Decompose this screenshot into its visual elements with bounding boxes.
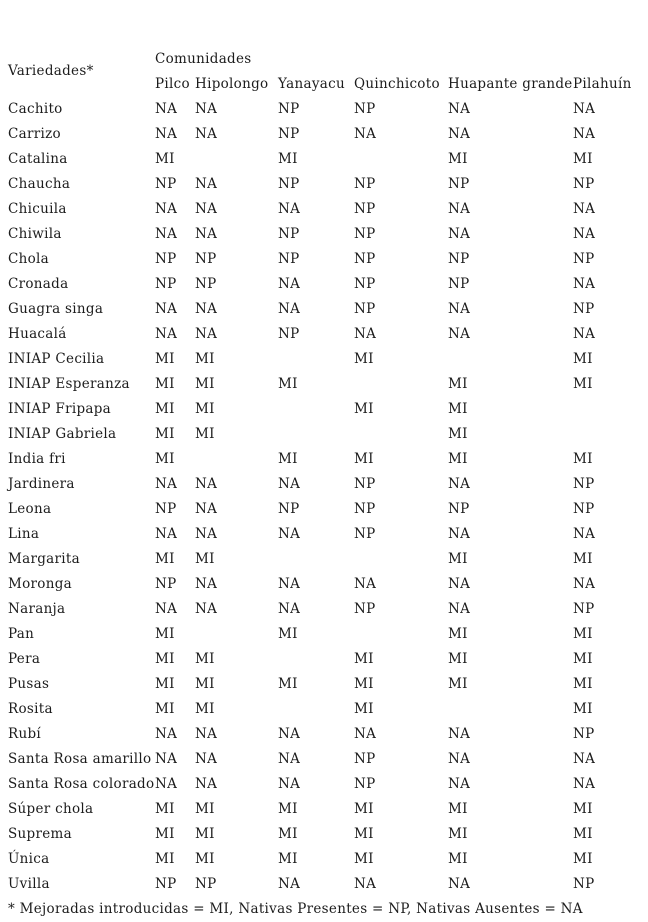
status-cell: MI [155,400,175,417]
table-row [8,796,644,821]
table-row [8,771,644,796]
variety-name: Rosita [8,700,53,717]
status-cell: NA [448,575,471,592]
status-cell: NP [155,575,177,592]
status-cell: MI [278,150,298,167]
status-cell: NA [195,175,218,192]
status-cell: NP [354,200,376,217]
variety-name: INIAP Fripapa [8,400,112,417]
status-cell: NA [155,750,178,767]
status-cell: NA [195,325,218,342]
status-cell: MI [195,650,215,667]
variety-name: Chola [8,250,50,267]
status-cell: NA [354,575,377,592]
status-cell [278,346,354,371]
status-cell: NP [573,600,595,617]
status-cell: MI [155,375,175,392]
status-cell: NP [278,325,300,342]
variety-name: INIAP Cecilia [8,350,105,367]
status-cell: MI [155,800,175,817]
status-cell: NP [155,275,177,292]
status-cell: NA [448,300,471,317]
status-cell: MI [573,675,593,692]
table-row [8,346,644,371]
status-cell: MI [354,350,374,367]
status-cell: NP [354,775,376,792]
table-row [8,521,644,546]
table-row [8,421,644,446]
table-row [8,821,644,846]
variety-name: Chicuila [8,200,67,217]
status-cell: NA [155,200,178,217]
communities-group-header: Comunidades [155,50,252,67]
variety-name: Santa Rosa colorado [8,775,155,792]
status-cell: MI [448,650,468,667]
status-cell: NA [155,775,178,792]
status-cell: NA [195,775,218,792]
table-row [8,396,644,421]
status-cell [354,621,448,646]
status-cell: MI [573,700,593,717]
status-cell: NA [195,600,218,617]
status-cell: NA [278,750,301,767]
varieties-table [8,46,644,896]
status-cell: NA [278,575,301,592]
status-cell: NP [448,250,470,267]
status-cell: MI [195,425,215,442]
status-cell: NA [448,325,471,342]
variety-name: Pusas [8,675,50,692]
status-cell: NA [155,725,178,742]
column-header-huapante-grande: Huapante grande [448,75,573,92]
status-cell: NP [195,875,217,892]
status-cell: MI [573,550,593,567]
status-cell: NP [354,475,376,492]
status-cell: MI [195,675,215,692]
status-cell: MI [278,375,298,392]
status-cell: NA [278,300,301,317]
table-row [8,196,644,221]
table-row [8,96,644,121]
status-cell: NA [573,525,596,542]
variety-name: Carrizo [8,125,61,142]
column-header-yanayacu: Yanayacu [278,75,345,92]
variety-name: Súper chola [8,800,94,817]
status-cell: NA [573,275,596,292]
status-cell: NP [573,475,595,492]
status-cell [195,146,278,171]
status-cell: NP [155,875,177,892]
status-cell: MI [155,625,175,642]
status-cell: NA [448,475,471,492]
status-cell: NA [448,125,471,142]
status-cell: NP [354,300,376,317]
status-cell: NP [278,250,300,267]
status-cell: MI [155,550,175,567]
status-cell: MI [448,800,468,817]
status-cell: NP [354,225,376,242]
status-cell: MI [354,850,374,867]
status-cell: NA [278,600,301,617]
status-cell: MI [195,800,215,817]
status-cell [278,421,354,446]
table-row [8,721,644,746]
status-cell: NA [278,775,301,792]
status-cell: NA [195,200,218,217]
table-row [8,221,644,246]
variety-name: Pera [8,650,41,667]
variety-name: Cachito [8,100,63,117]
table-row [8,546,644,571]
status-cell: MI [448,150,468,167]
variety-name: Naranja [8,600,66,617]
status-cell: NA [195,725,218,742]
table-row [8,146,644,171]
status-cell: NA [195,750,218,767]
status-cell: NA [155,225,178,242]
status-cell: MI [573,625,593,642]
status-cell: NP [573,500,595,517]
status-cell: MI [448,400,468,417]
status-cell: MI [155,850,175,867]
status-cell: NP [354,525,376,542]
status-cell: NP [354,750,376,767]
table-row [8,871,644,896]
table-row [8,571,644,596]
table-row [8,321,644,346]
variety-name: INIAP Gabriela [8,425,117,442]
column-header-pilahuin: Pilahuín [573,75,632,92]
status-cell: MI [278,825,298,842]
status-cell: NA [573,125,596,142]
status-cell: NA [448,600,471,617]
variety-name: Rubí [8,725,42,742]
column-header-quinchicoto: Quinchicoto [354,75,440,92]
status-cell: NP [573,250,595,267]
status-cell: MI [195,375,215,392]
status-cell: MI [573,350,593,367]
status-cell: NP [278,500,300,517]
variety-name: Uvilla [8,875,50,892]
status-cell: NA [155,525,178,542]
status-cell: NP [573,175,595,192]
status-cell: MI [573,375,593,392]
status-cell: NA [195,100,218,117]
status-cell: MI [195,400,215,417]
status-cell: NA [155,600,178,617]
status-cell: MI [155,425,175,442]
variety-name: Lina [8,525,40,542]
table-row [8,446,644,471]
status-cell: MI [195,700,215,717]
status-cell: NA [278,725,301,742]
status-cell: NP [573,300,595,317]
status-cell: NP [354,100,376,117]
status-cell: NA [278,475,301,492]
variety-name: India fri [8,450,66,467]
status-cell: NA [278,525,301,542]
table-row [8,121,644,146]
varieties-column-header: Variedades* [8,63,94,79]
variety-name: INIAP Esperanza [8,375,130,392]
status-cell: NP [195,275,217,292]
status-cell: NP [278,225,300,242]
status-cell: NA [195,300,218,317]
status-cell: NA [354,325,377,342]
status-cell: NP [278,100,300,117]
status-cell [278,396,354,421]
status-cell: MI [354,400,374,417]
status-cell: MI [573,825,593,842]
status-cell: NP [354,250,376,267]
status-cell: MI [354,675,374,692]
status-cell: NA [448,725,471,742]
status-cell: MI [573,650,593,667]
status-cell: NP [278,175,300,192]
status-cell: MI [155,150,175,167]
table-row [8,171,644,196]
status-cell: MI [155,450,175,467]
variety-name: Suprema [8,825,72,842]
status-cell: NA [195,525,218,542]
column-header-pilco: Pilco [155,75,190,92]
status-cell [278,546,354,571]
status-cell: MI [448,425,468,442]
status-cell: NA [448,875,471,892]
status-cell: MI [278,850,298,867]
status-cell: NA [448,225,471,242]
status-cell: MI [573,150,593,167]
status-cell: MI [448,375,468,392]
status-cell: NP [354,500,376,517]
table-row [8,746,644,771]
status-cell: NA [448,200,471,217]
status-cell: MI [448,550,468,567]
table-row [8,296,644,321]
table-row [8,671,644,696]
status-cell: MI [195,350,215,367]
status-cell: NA [448,525,471,542]
table-row [8,596,644,621]
status-cell: MI [354,825,374,842]
status-cell: NA [573,575,596,592]
status-cell: MI [278,450,298,467]
status-cell: MI [573,800,593,817]
status-cell [195,446,278,471]
variety-name: Jardinera [8,475,75,492]
variety-name: Huacalá [8,325,67,342]
status-cell: MI [155,650,175,667]
status-cell: NA [195,475,218,492]
status-cell: NP [448,500,470,517]
table-row [8,246,644,271]
status-cell: NA [195,575,218,592]
status-cell: MI [155,350,175,367]
status-cell: MI [155,700,175,717]
status-cell: NA [354,125,377,142]
table-row [8,371,644,396]
status-cell: NA [155,125,178,142]
status-cell: MI [278,625,298,642]
status-cell: MI [354,450,374,467]
status-cell: NA [195,500,218,517]
table-group-header-row [8,46,644,71]
status-cell: MI [354,700,374,717]
status-cell [573,421,644,446]
status-cell: MI [195,850,215,867]
status-cell: MI [573,850,593,867]
status-cell: NP [448,275,470,292]
status-cell [448,696,573,721]
variety-name: Catalina [8,150,68,167]
variety-name: Chaucha [8,175,71,192]
status-cell [354,546,448,571]
variety-name: Santa Rosa amarillo [8,750,152,767]
status-cell [278,696,354,721]
status-cell: MI [448,625,468,642]
status-cell: NP [448,175,470,192]
status-cell: NP [354,275,376,292]
status-cell: NA [573,750,596,767]
status-cell [195,621,278,646]
status-cell: NA [278,275,301,292]
status-cell [448,346,573,371]
status-cell: MI [278,800,298,817]
status-cell: NP [155,175,177,192]
status-cell: NA [573,100,596,117]
table-row [8,496,644,521]
status-cell [573,396,644,421]
status-cell: NA [278,875,301,892]
status-cell: NP [573,875,595,892]
variety-name: Margarita [8,550,80,567]
status-cell: NP [573,725,595,742]
status-cell: MI [155,825,175,842]
status-cell: NA [155,100,178,117]
variety-name: Única [8,850,50,867]
status-cell: NP [354,600,376,617]
status-cell: MI [354,650,374,667]
status-cell: NP [155,500,177,517]
status-cell: NA [573,200,596,217]
status-cell: NA [448,100,471,117]
table-row [8,846,644,871]
column-header-hipolongo: Hipolongo [195,75,269,92]
status-cell [278,646,354,671]
status-cell: NA [195,125,218,142]
status-cell: NA [155,300,178,317]
status-cell: NA [573,225,596,242]
status-cell: MI [448,450,468,467]
variety-name: Leona [8,500,52,517]
table-row [8,646,644,671]
status-cell: MI [448,675,468,692]
status-cell: MI [448,850,468,867]
status-cell: NA [278,200,301,217]
table-row [8,471,644,496]
status-cell: MI [278,675,298,692]
variety-name: Pan [8,625,35,642]
status-cell: MI [155,675,175,692]
variety-name: Cronada [8,275,69,292]
status-cell [354,371,448,396]
status-cell: NP [195,250,217,267]
status-cell: NA [448,750,471,767]
variety-name: Chiwila [8,225,62,242]
table-row [8,271,644,296]
status-cell: MI [573,450,593,467]
status-cell: MI [354,800,374,817]
status-cell: MI [195,825,215,842]
status-cell: NA [573,325,596,342]
status-cell: MI [448,825,468,842]
table-row [8,696,644,721]
status-cell: NA [155,475,178,492]
status-cell: NA [448,775,471,792]
status-cell: NA [573,775,596,792]
status-cell: NA [354,725,377,742]
table-footnote: * Mejoradas introducidas = MI, Nativas Presentes = NP, Nativas Ausentes = NA [8,900,583,917]
status-cell: NA [354,875,377,892]
status-cell: MI [195,550,215,567]
status-cell: NA [155,325,178,342]
variety-name: Guagra singa [8,300,104,317]
status-cell: NA [195,225,218,242]
variety-name: Moronga [8,575,73,592]
status-cell: NP [278,125,300,142]
status-cell: NP [354,175,376,192]
table-row [8,621,644,646]
table-body [8,96,644,896]
status-cell [354,146,448,171]
status-cell: NP [155,250,177,267]
status-cell [354,421,448,446]
